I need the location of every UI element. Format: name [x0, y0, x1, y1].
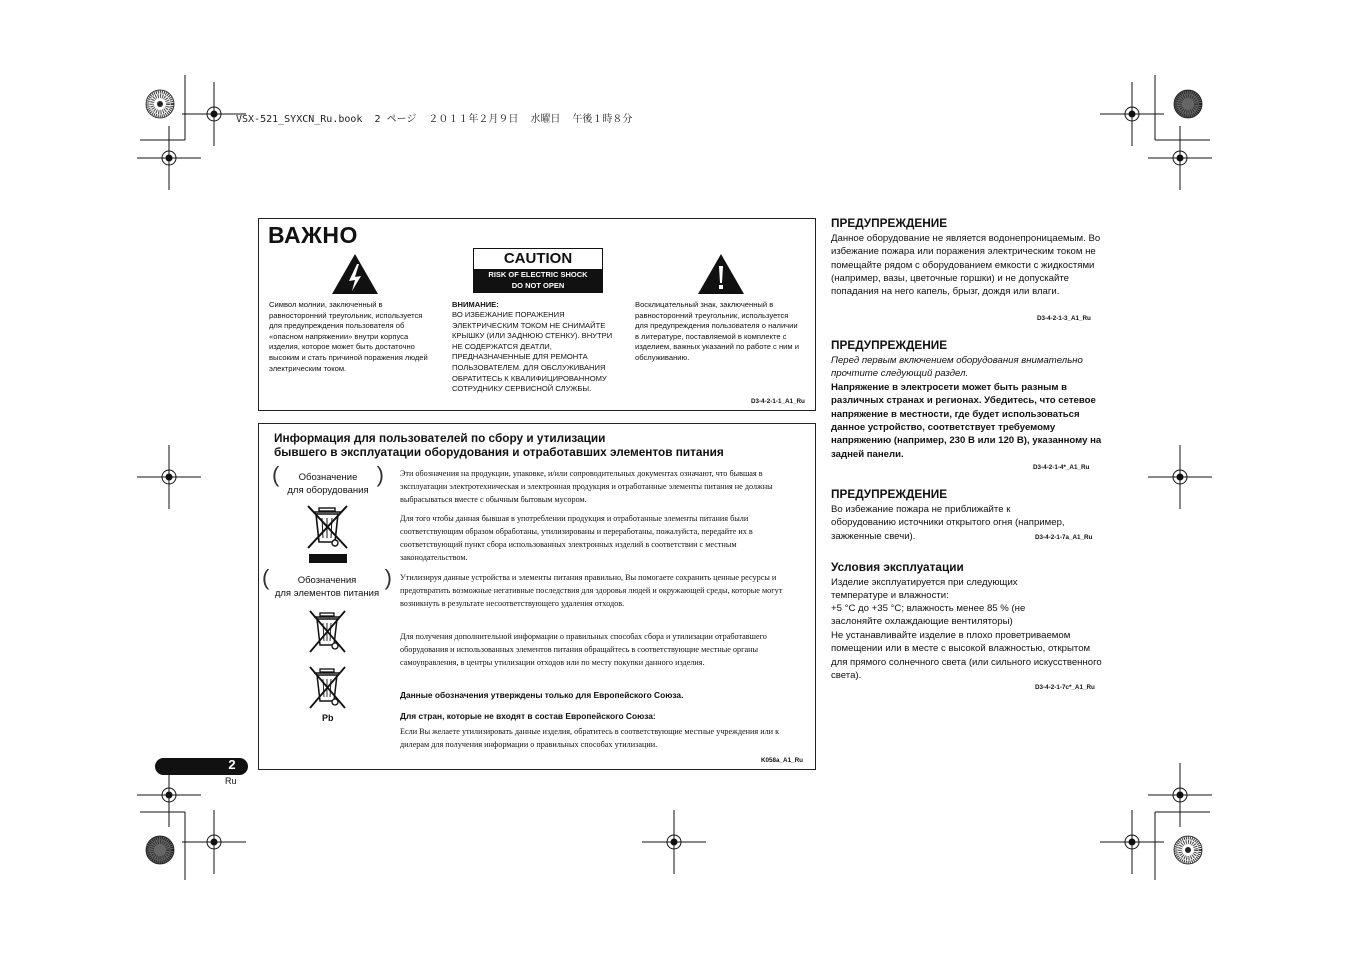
disposal-eu-note: Данные обозначения утверждены только для Европейского Союза. — [400, 690, 684, 700]
disposal-paragraph-3: Утилизируя данные устройства и элементы питания правильно, Вы помогаете сохранить ценные ресурсы и предотвратить возможные негативные последствия для здоровья людей и окружающей среды, которые могут возникнуть в результате несоответствующего удаления отходов. — [400, 573, 783, 608]
disposal-title-line1: Информация для пользователей по сбору и утилизации — [274, 431, 606, 445]
operating-conditions-text-1: Изделие эксплуатируется при следующих температуре и влажности: — [831, 577, 1018, 602]
warning-2-code: D3-4-2-1-4*_A1_Ru — [1033, 464, 1090, 471]
disposal-paragraph-2: Для того чтобы данная бывшая в употреблении продукция и отработанные элементы питания были соответствующим образом обработаны, утилизированы и переработаны, пожалуйста, передайте их в соответствующий пункт сбора использованных электронных изделий в соответствии с местным законодательством. — [400, 514, 753, 562]
paren-right: ) — [376, 462, 384, 487]
attention-text: ВО ИЗБЕЖАНИЕ ПОРАЖЕНИЯ ЭЛЕКТРИЧЕСКИМ ТОКОМ НЕ СНИМАЙТЕ КРЫШКУ (ИЛИ ЗАДНЮЮ СТЕНКУ). ВНУТРИ НЕ СОДЕРЖАТСЯ ДЕАТЛИ, ПРЕДНАЗНАЧЕННЫЕ ДЛЯ РЕМОНТА ПОЛЬЗОВАТЕЛЕМ. ДЛЯ ОБСЛУЖИВАНИЯ ОБРАТИТЕСЬ К КВАЛИФИЦИРОВАННОМУ СОТРУДНИКУ СЕРВИСНОЙ СЛУЖБЫ. — [452, 310, 613, 394]
warning-2-bold: Напряжение в электросети может быть разным в различных странах и регионах. Убедитесь, что сетевое напряжение в местности, где будет использоваться данное устройство, соответствует требуемому напряжению (например, 230 В или 120 В), указанному на задней панели. — [831, 382, 1102, 460]
crossed-bin-battery-icon — [307, 608, 349, 658]
equipment-label-line1: Обозначение — [298, 472, 358, 483]
exclamation-caption: Восклицательный знак, заключенный в равносторонний треугольник, используется для предупреждения пользователя о наличии в литературе, поставляемой в комплекте с изделием, важных указаний по работе с ним и обслуживанию. — [635, 300, 799, 362]
equipment-symbol-label — [272, 462, 384, 497]
warning-3-code: D3-4-2-1-7a_A1_Ru — [1035, 534, 1093, 541]
warning-2-italic: Перед первым включением оборудования внимательно прочтите следующий раздел. — [831, 355, 1083, 380]
warning-2-heading: ПРЕДУПРЕЖДЕНИЕ — [831, 338, 948, 352]
crossed-bin-icon — [305, 502, 351, 564]
disposal-non-eu-heading: Для стран, которые не входят в состав Европейского Союза: — [400, 711, 656, 721]
caution-subtitle — [474, 269, 602, 292]
warning-1-text: Данное оборудование не является водонепроницаемым. Во избежание пожара или поражения электрическим током не помещайте рядом с оборудованием емкости с жидкостями (например, вазы, цветочные горшки) и не допускайте попадания на него капель, брызг, дождя или влаги. — [831, 233, 1101, 298]
disposal-paragraph-4: Для получения дополнительной информации о правильных способах сбора и утилизации отработавшего оборудования и использованных элементов питания обращайтесь в соответствующие местные органы самоуправления, в центры утилизации отходов или по месту покупки данного изделия. — [400, 632, 767, 667]
operating-conditions-text-3: Не устанавливайте изделие в плохо проветриваемом помещении или в месте с высокой влажностью, открытом для прямого солнечного света (или сильного искусственного света). — [831, 630, 1102, 682]
lightning-caption: Символ молнии, заключенный в равносторонний треугольник, используется для предупреждения пользователя об «опасном напряжении» внутри корпуса изделия, которое может быть достаточно высоким и стать причиной поражения людей электрическим током. — [269, 300, 428, 373]
disposal-code: K058a_A1_Ru — [761, 757, 804, 764]
paren-left-2: ( — [262, 565, 270, 590]
caution-title: CAUTION — [503, 250, 573, 267]
warning-1-code: D3-4-2-1-3_A1_Ru — [1037, 315, 1091, 322]
batteries-label-line2: для элементов питания — [274, 588, 380, 599]
paren-right-2: ) — [384, 565, 392, 590]
caution-label — [473, 248, 603, 293]
caution-sub-line1: RISK OF ELECTRIC SHOCK — [488, 270, 588, 279]
paren-left: ( — [272, 462, 280, 487]
pb-label: Pb — [322, 713, 334, 723]
operating-conditions-heading: Условия эксплуатации — [831, 560, 964, 574]
page-language: Ru — [225, 776, 237, 786]
important-title: ВАЖНО — [268, 222, 358, 248]
disposal-paragraph-1: Эти обозначения на продукции, упаковке, и/или сопроводительных документах означают, что бывшая в эксплуатации электротехническая и электронная продукция и отработанные элементы питания не должны выбрасываться вместе с обычным бытовым мусором. — [400, 469, 773, 504]
crossed-bin-pb-icon — [307, 664, 349, 714]
batteries-symbol-label — [262, 565, 392, 600]
equipment-label-line2: для оборудования — [287, 485, 369, 496]
operating-conditions-code: D3-4-2-1-7c*_A1_Ru — [1035, 684, 1095, 691]
disposal-title-line2: бывшего в эксплуатации оборудования и отработавших элементов питания — [274, 445, 724, 459]
warning-1-heading: ПРЕДУПРЕЖДЕНИЕ — [831, 216, 948, 230]
lightning-warning-icon — [331, 253, 379, 295]
disposal-paragraph-5: Если Вы желаете утилизировать данные изделия, обратитесь в соответствующие местные учреждения или к дилерам для получения информации о правильных способах утилизации. — [400, 727, 780, 749]
disposal-title — [274, 431, 804, 459]
warning-3-text: Во избежание пожара не приближайте к оборудованию источники открытого огня (например, зажженные свечи). — [831, 504, 1065, 542]
attention-heading: ВНИМАНИЕ: — [452, 300, 499, 309]
warning-3-heading: ПРЕДУПРЕЖДЕНИЕ — [831, 487, 948, 501]
exclamation-warning-icon — [697, 253, 745, 295]
page-number: 2 — [228, 757, 236, 772]
caution-sub-line2: DO NOT OPEN — [511, 280, 565, 290]
important-code: D3-4-2-1-1_A1_Ru — [751, 398, 805, 405]
book-file-line: VSX-521_SYXCN_Ru.book 2 ページ ２０１１年２月９日 水曜日 午後１時８分 — [236, 114, 633, 125]
batteries-label-line1: Обозначения — [297, 575, 357, 586]
operating-conditions-text-2: +5 °C до +35 °C; влажность менее 85 % (не заслоняйте охлаждающие вентиляторы) — [831, 603, 1026, 628]
